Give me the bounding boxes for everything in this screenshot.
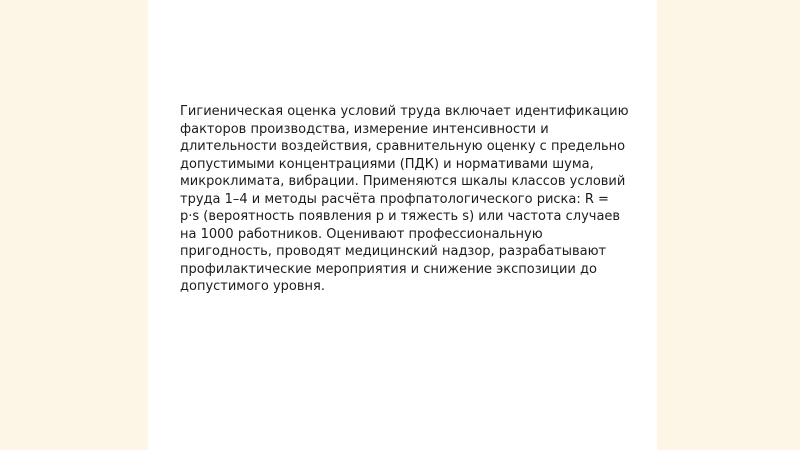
document-page (148, 0, 657, 450)
body-paragraph: Гигиеническая оценка условий труда включает идентификацию факторов производства, измерение интенсивности и длительности воздействия, сравнительную оценку с предельно допустимыми концентрациями (ПДК) и нормативами шума, микроклимата, вибрации. Применяются шкалы классов условий труда 1–4 и методы расчёта профпатологического риска: R = p·s (вероятность появления p и тяжесть s) или частота случаев на 1000 работников. Оценивают профессиональную пригодность, проводят медицинский надзор, разрабатывают профилактические мероприятия и снижение экспозиции до допустимого уровня. (180, 104, 629, 294)
